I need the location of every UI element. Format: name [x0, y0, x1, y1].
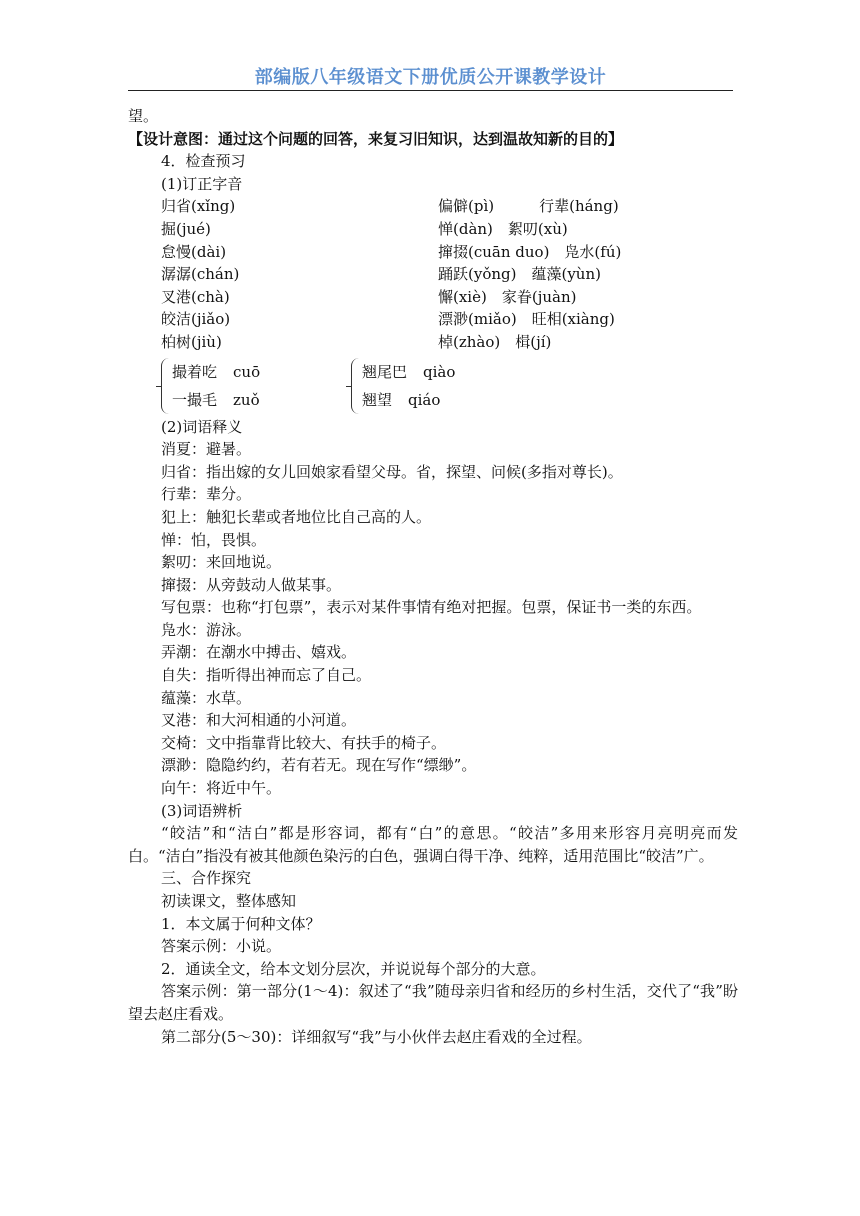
pron-right: 撺掇(cuān duo) 凫水(fú)	[438, 242, 622, 261]
definition-item: 交椅：文中指靠背比较大、有扶手的椅子。	[161, 733, 447, 752]
definition-item: 弄潮：在潮水中搏击、嬉戏。	[161, 643, 357, 662]
pron-left: 掘(jué)	[161, 219, 211, 238]
polyphone-item: 翘望 qiáo	[362, 390, 441, 409]
answer: 第二部分(5～30)：详细叙写“我”与小伙伴去赵庄看戏的全过程。	[161, 1027, 592, 1046]
subsection-heading: (3)词语辨析	[161, 801, 243, 820]
pron-right: 踊跃(yǒng) 蕴藻(yùn)	[438, 265, 601, 284]
pronunciation-row	[128, 286, 738, 309]
pronunciation-row	[128, 308, 738, 331]
pronunciation-row	[128, 263, 738, 286]
pron-left: 怠慢(dài)	[161, 242, 227, 261]
answer: 答案示例：小说。	[161, 937, 282, 956]
pron-left: 叉港(chà)	[161, 287, 230, 306]
pron-left: 归省(xǐng)	[161, 197, 236, 216]
pron-right: 懈(xiè) 家眷(juàn)	[438, 287, 577, 306]
pronunciation-row	[128, 218, 738, 241]
polyphone-group	[351, 358, 541, 414]
polyphone-group	[161, 358, 351, 414]
polyphone-item: 撮着吃 cuō	[172, 362, 261, 381]
pron-left: 皎洁(jiǎo)	[161, 310, 231, 329]
section-subtitle: 初读课文，整体感知	[161, 892, 297, 910]
text-line: 望。	[128, 107, 159, 125]
brace-icon	[161, 358, 170, 414]
document-body	[128, 105, 738, 1048]
definition-item: 行辈：辈分。	[161, 485, 252, 504]
pron-right: 漂渺(miǎo) 旺相(xiàng)	[438, 310, 615, 329]
question: 2．通读全文，给本文划分层次，并说说每个部分的大意。	[161, 959, 546, 978]
pron-left: 潺潺(chán)	[161, 265, 240, 284]
definition-item: 犯上：触犯长辈或者地位比自己高的人。	[161, 507, 432, 526]
definition-item: 漂渺：隐隐约约，若有若无。现在写作“缥缈”。	[161, 756, 477, 775]
pronunciation-row	[128, 241, 738, 264]
pron-right: 惮(dàn) 絮叨(xù)	[438, 219, 568, 238]
polyphone-groups	[128, 358, 738, 414]
analysis-paragraph: “皎洁”和“洁白”都是形容词，都有“白”的意思。“皎洁”多用来形容月亮明亮而发白。“洁白”指没有被其他颜色染污的白色，强调白得干净、纯粹，适用范围比“皎洁”广。	[128, 824, 738, 865]
pron-right: 偏僻(pì) 行辈(háng)	[438, 197, 619, 216]
definition-item: 蕴藻：水草。	[161, 688, 252, 707]
subsection-heading: (1)订正字音	[161, 174, 243, 193]
definition-item: 惮：怕，畏惧。	[161, 530, 267, 549]
definition-item: 自失：指听得出神而忘了自己。	[161, 666, 372, 685]
definition-item: 归省：指出嫁的女儿回娘家看望父母。省，探望、问候(多指对尊长)。	[161, 462, 623, 481]
definition-item: 絮叨：来回地说。	[161, 553, 282, 572]
pronunciation-table	[128, 195, 738, 353]
pronunciation-row	[128, 195, 738, 218]
definition-item: 撺掇：从旁鼓动人做某事。	[161, 575, 342, 594]
polyphone-item: 翘尾巴 qiào	[362, 362, 456, 381]
definition-item: 写包票：也称“打包票”，表示对某件事情有绝对把握。包票，保证书一类的东西。	[161, 598, 702, 617]
header-rule	[128, 90, 733, 91]
section-heading: 4．检查预习	[161, 152, 246, 171]
pronunciation-row	[128, 331, 738, 354]
definition-item: 消夏：避暑。	[161, 440, 252, 459]
answer: 答案示例：第一部分(1～4)：叙述了“我”随母亲归省和经历的乡村生活，交代了“我”盼望去赵庄看戏。	[128, 982, 738, 1023]
polyphone-item: 一撮毛 zuǒ	[172, 390, 260, 409]
pron-right: 棹(zhào) 楫(jí)	[438, 332, 552, 351]
definition-item: 凫水：游泳。	[161, 620, 252, 639]
definition-item: 叉港：和大河相通的小河道。	[161, 711, 357, 730]
subsection-heading: (2)词语释义	[161, 417, 243, 436]
design-intent-note: 【设计意图：通过这个问题的回答，来复习旧知识，达到温故知新的目的】	[128, 129, 624, 148]
brace-icon	[351, 358, 360, 414]
pron-left: 柏树(jiù)	[161, 332, 222, 351]
question: 1．本文属于何种文体？	[161, 914, 321, 933]
section-heading: 三、合作探究	[161, 869, 252, 888]
definition-item: 向午：将近中午。	[161, 779, 282, 798]
page-header-title: 部编版八年级语文下册优质公开课教学设计	[254, 67, 607, 88]
